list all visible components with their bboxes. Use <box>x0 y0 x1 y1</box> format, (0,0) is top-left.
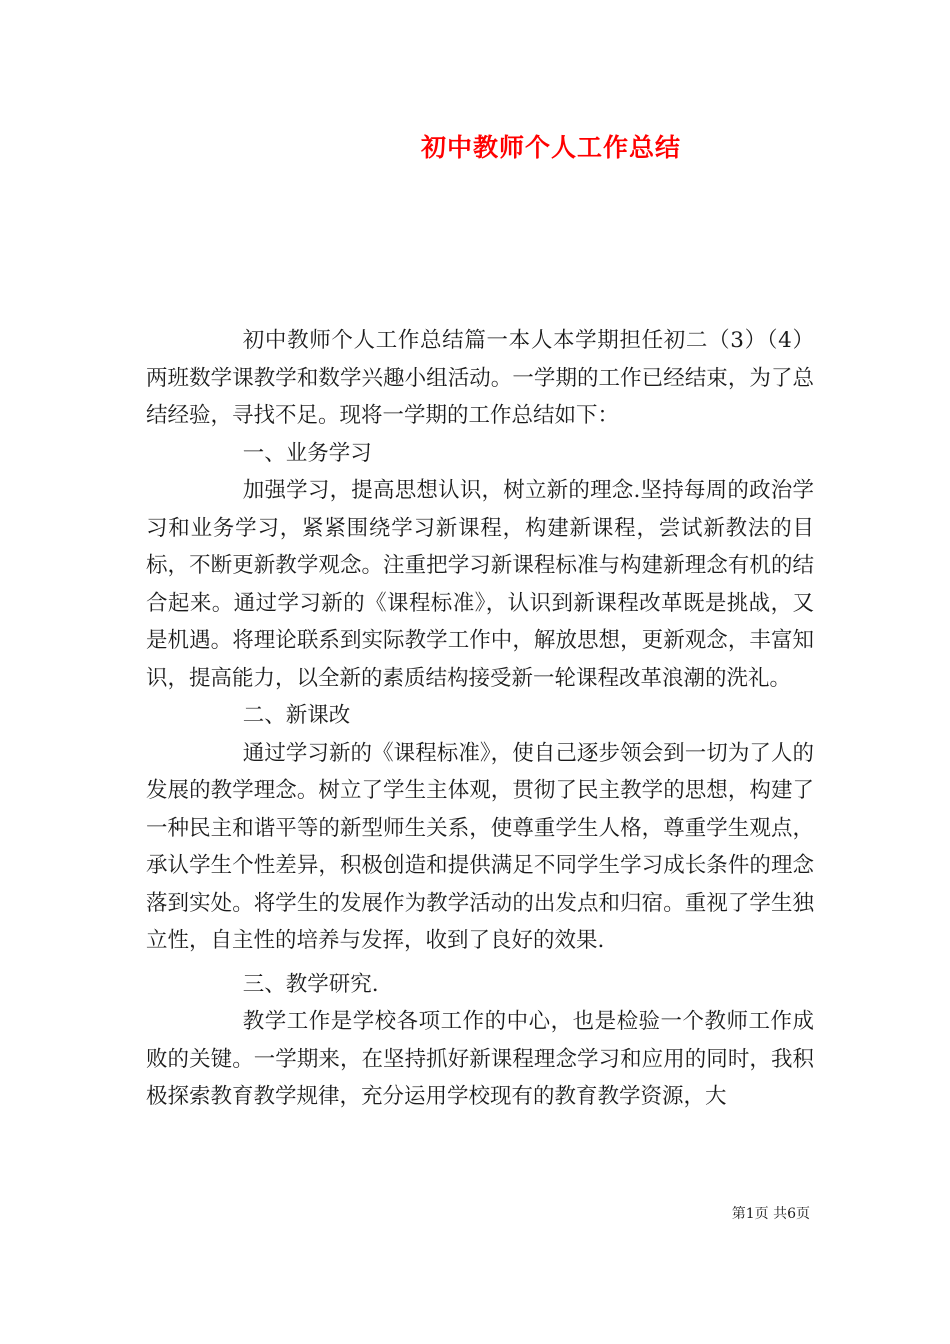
section-paragraph-1: 加强学习，提高思想认识，树立新的理念.坚持每周的政治学习和业务学习，紧紧围绕学习新课程，构建新课程，尝试新教法的目标，不断更新教学观念。注重把学习新课程标准与构建新理念有机的结合起来。通过学习新的《课程标准》，认识到新课程改革既是挑战，又是机遇。将理论联系到实际教学工作中，解放思想，更新观念，丰富知识，提高能力，以全新的素质结构接受新一轮课程改革浪潮的洗礼。 <box>146 478 814 691</box>
intro-paragraph: 初中教师个人工作总结篇一本人本学期担任初二（3）（4）两班数学课教学和数学兴趣小组活动。一学期的工作已经结束，为了总结经验，寻找不足。现将一学期的工作总结如下： <box>146 328 814 428</box>
document-title: 初中教师个人工作总结 <box>420 133 681 162</box>
section-heading-1: 一、业务学习 <box>242 440 372 466</box>
section-paragraph-2: 通过学习新的《课程标准》，使自己逐步领会到一切为了人的发展的教学理念。树立了学生主体观，贯彻了民主教学的思想，构建了一种民主和谐平等的新型师生关系，使尊重学生人格，尊重学生观点，承认学生个性差异，积极创造和提供满足不同学生学习成长条件的理念落到实处。将学生的发展作为教学活动的出发点和归宿。重视了学生独立性，自主性的培养与发挥，收到了良好的效果. <box>146 740 814 953</box>
document-body <box>146 322 814 1116</box>
section-heading-2: 二、新课改 <box>242 703 351 728</box>
page-number: 第1页 共6页 <box>731 1206 810 1222</box>
section-paragraph-3: 教学工作是学校各项工作的中心，也是检验一个教师工作成败的关键。一学期来，在坚持抓好新课程理念学习和应用的同时，我积极探索教育教学规律，充分运用学校现有的教育教学资源，大 <box>146 1009 814 1109</box>
section-heading-3: 三、教学研究. <box>242 971 379 997</box>
